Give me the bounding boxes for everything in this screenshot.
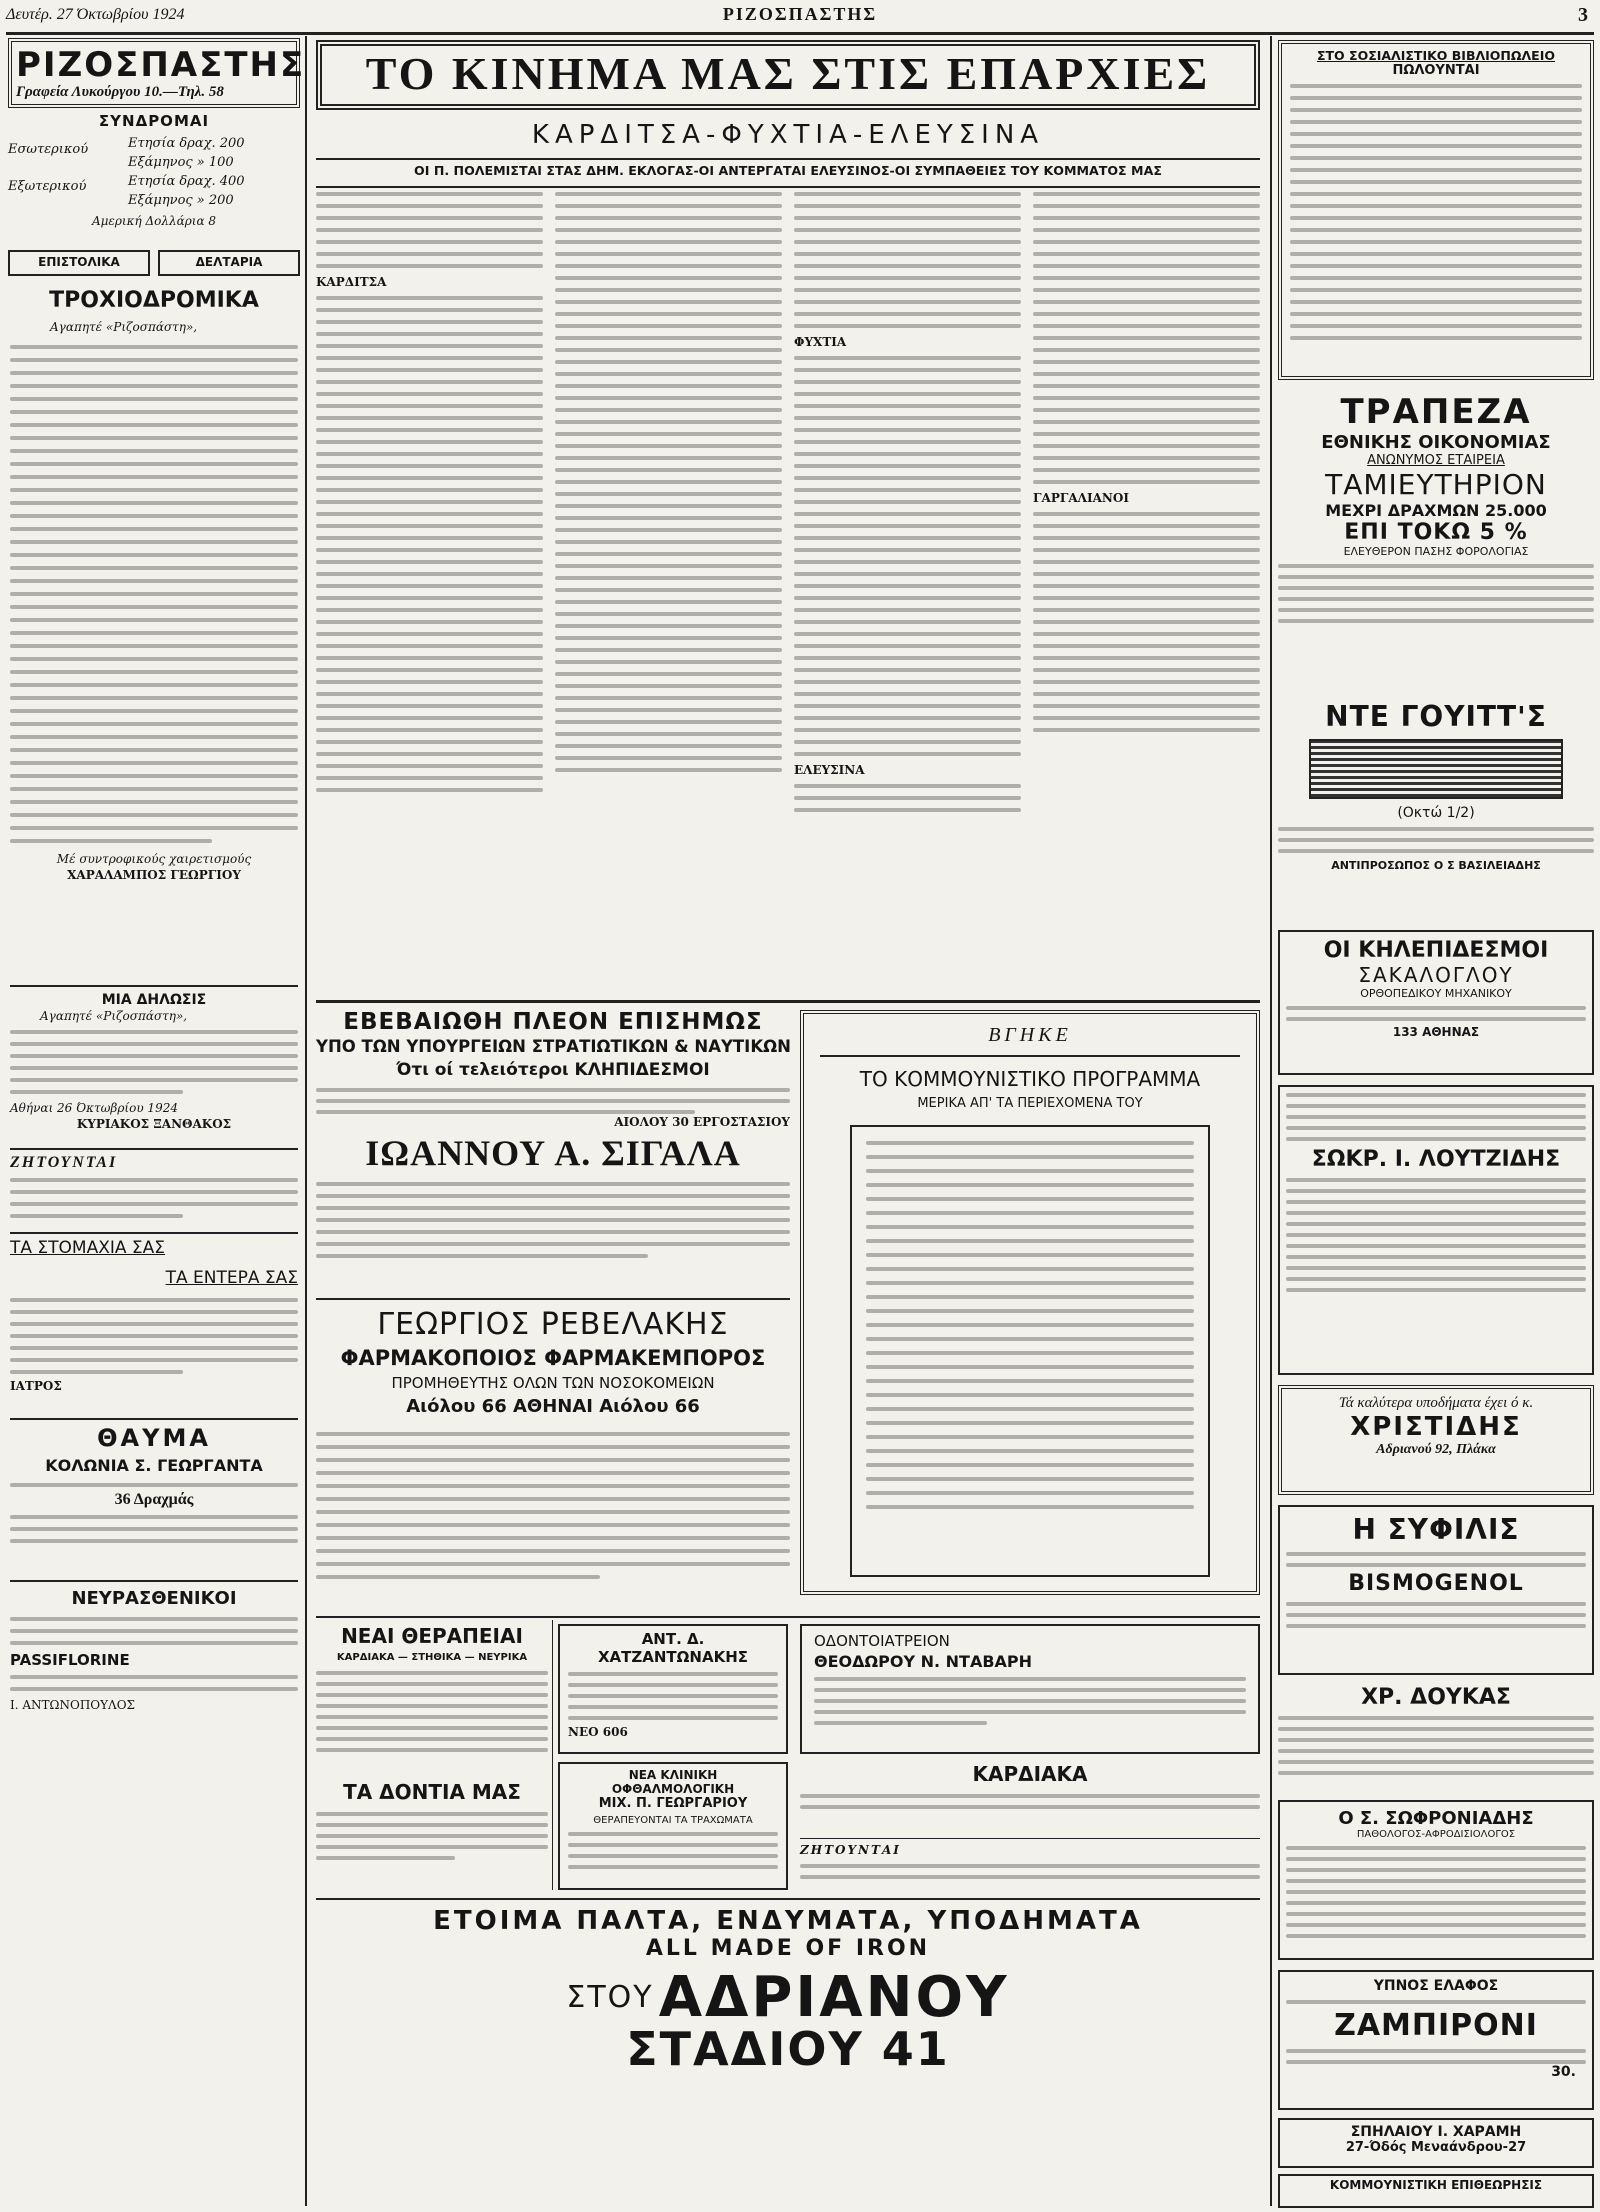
revelakis-ad bbox=[316, 1306, 790, 1611]
rate-4: Εξάμηνος » 200 bbox=[128, 193, 234, 208]
bookstore-sub: ΠΩΛΟΥΝΤΑΙ bbox=[1392, 63, 1480, 78]
bank-line3: ΑΝΩΝΥΜΟΣ ΕΤΑΙΡΕΙΑ bbox=[1367, 453, 1505, 468]
chatzantonakis-detail: ΝΕΟ 606 bbox=[568, 1725, 628, 1739]
ouzo-ad bbox=[1278, 2118, 1594, 2168]
sigalas-name: ΙΩΑΝΝΟΥ Α. ΣΙΓΑΛΑ bbox=[365, 1133, 741, 1173]
program-contents bbox=[850, 1125, 1210, 1577]
stomach-line1: ΤΑ ΣΤΟΜΑΧΙΑ ΣΑΣ bbox=[10, 1238, 166, 1258]
pill-box-image bbox=[1309, 739, 1563, 799]
teeth-title: ΤΑ ΔΟΝΤΙΑ ΜΑΣ bbox=[343, 1780, 521, 1804]
bookstore-title: ΣΤΟ ΣΟΣΙΑΛΙΣΤΙΚΟ ΒΙΒΛΙΟΠΩΛΕΙΟ bbox=[1316, 48, 1555, 63]
article-dilosis bbox=[10, 992, 298, 1142]
cologne-name: ΚΟΛΩΝΙΑ Σ. ΓΕΩΡΓΑΝΤΑ bbox=[45, 1456, 263, 1475]
bismogenol: BISMOGENOL bbox=[1348, 1571, 1524, 1596]
elafos-title: ΥΠΝΟΣ ΕΛΑΦΟΣ bbox=[1373, 1978, 1499, 1994]
doukas-ad bbox=[1278, 1685, 1594, 1795]
chatzantonakis-name: ΑΝΤ. Δ. ΧΑΤΖΑΝΤΩΝΑΚΗΣ bbox=[597, 1630, 748, 1666]
degouit-agent: ΑΝΤΙΠΡΟΣΩΠΟΣ Ο Σ ΒΑΣΙΛΕΙΑΔΗΣ bbox=[1331, 859, 1541, 872]
christidis-ad bbox=[1278, 1385, 1594, 1495]
dental-title: ΟΔΟΝΤΟΙΑΤΡΕΙΟΝ bbox=[814, 1632, 950, 1650]
news-columns bbox=[316, 192, 1260, 992]
cologne-price: 36 Δραχμάς bbox=[114, 1491, 194, 1508]
stomach-ad bbox=[10, 1238, 298, 1413]
christidis-address: Αδριανού 92, Πλάκα bbox=[1376, 1442, 1496, 1457]
news-strip: ΟΙ Π. ΠΟΛΕΜΙΣΤΑΙ ΣΤΑΣ ΔΗΜ. ΕΚΛΟΓΑΣ-ΟΙ ΑΝΤΕΡΓΑΤΑΙ ΕΛΕΥΣΙΝΟΣ-ΟΙ ΣΥΜΠΑΘΕΙΕΣ ΤΟΥ ΚΟΜΜΑΤΟΣ ΜΑΣ bbox=[414, 163, 1162, 178]
klepi-title: ΟΙ ΚΗΛΕΠΙΔΕΣΜΟΙ bbox=[1323, 938, 1549, 963]
dispatch-karditsa: ΚΑΡΔΙΤΣΑ bbox=[316, 275, 387, 289]
sofroniadis-name: Ο Σ. ΣΩΦΡΟΝΙΑΔΗΣ bbox=[1338, 1808, 1534, 1829]
eye-clinic-ad bbox=[558, 1762, 788, 1890]
nervous-title: ΝΕΥΡΑΣΘΕΝΙΚΟΙ bbox=[71, 1588, 237, 1609]
zampironi-price: 30. bbox=[1551, 2064, 1576, 2080]
degouit-ad bbox=[1278, 700, 1594, 920]
page-header bbox=[6, 4, 1594, 30]
sigalas-line3: Ότι οί τελειότεροι ΚΛΗΠΙΔΕΣΜΟΙ bbox=[396, 1060, 710, 1080]
article2-signature: ΚΥΡΙΑΚΟΣ ΞΑΝΘΑΚΟΣ bbox=[76, 1117, 232, 1131]
news-column-4 bbox=[1033, 192, 1260, 992]
adrianou-address: ΣΤΑΔΙΟΥ 41 bbox=[626, 2022, 950, 2076]
therapies-title: ΝΕΑΙ ΘΕΡΑΠΕΙΑΙ bbox=[341, 1624, 523, 1648]
rate-3: Ετησία δραχ. 400 bbox=[128, 174, 245, 189]
ouzo-title: ΣΠΗΛΑΙΟΥ Ι. ΧΑΡΑΜΗ bbox=[1350, 2124, 1522, 2140]
dental-ad bbox=[800, 1624, 1260, 1754]
article-trochiodromika bbox=[10, 288, 298, 978]
therapies-sub: ΚΑΡΔΙΑΚΑ — ΣΤΗΘΙΚΑ — ΝΕΥΡΙΚΑ bbox=[336, 1652, 528, 1663]
elafos-ad bbox=[1278, 1970, 1594, 2110]
exterior-label: Εξωτερικού bbox=[8, 179, 87, 194]
chatzantonakis-ad bbox=[558, 1624, 788, 1754]
masthead-address: Γραφεία Λυκούργου 10.—Τηλ. 58 bbox=[16, 84, 224, 100]
subscriptions bbox=[8, 112, 300, 242]
bank-ad bbox=[1278, 392, 1594, 692]
adrianou-stou: ΣΤΟΥ bbox=[566, 1980, 654, 2015]
doctor-name: ΣΩΚΡ. Ι. ΛΟΥΤΖΙΔΗΣ bbox=[1311, 1147, 1561, 1172]
bank-line2: ΕΘΝΙΚΗΣ ΟΙΚΟΝΟΜΙΑΣ bbox=[1321, 432, 1551, 453]
banner-title: ΤΟ ΚΙΝΗΜΑ ΜΑΣ ΣΤΙΣ ΕΠΑΡΧΙΕΣ bbox=[365, 48, 1211, 99]
stomach-doctor: ΙΑΤΡΟΣ bbox=[10, 1379, 62, 1393]
header-paper-name: ΡΙΖΟΣΠΑΣΤΗΣ bbox=[722, 4, 878, 24]
eye-clinic-detail: ΘΕΡΑΠΕΥΟΝΤΑΙ ΤΑ ΤΡΑΧΩΜΑΤΑ bbox=[593, 1815, 753, 1826]
article-title: ΤΡΟΧΙΟΔΡΟΜΙΚΑ bbox=[49, 288, 259, 313]
article2-title: ΜΙΑ ΔΗΛΩΣΙΣ bbox=[101, 992, 207, 1008]
bank-line1: ΤΡΑΠΕΖΑ bbox=[1340, 392, 1532, 432]
adrianou-line2: ALL MADE OF IRON bbox=[645, 1936, 931, 1961]
wanted-center-title: ΖΗΤΟΥΝΤΑΙ bbox=[800, 1843, 901, 1857]
page-number: 3 bbox=[1578, 4, 1588, 26]
shoes-line: Τά καλύτερα υποδήματα έχει ό κ. bbox=[1338, 1395, 1534, 1411]
klepi-sub: ΟΡΘΟΠΕΔΙΚΟΥ ΜΗΧΑΝΙΚΟΥ bbox=[1360, 987, 1512, 1000]
bookstore-ad bbox=[1278, 40, 1594, 380]
dispatch-fychtia: ΦΥΧΤΙΑ bbox=[794, 335, 847, 349]
teeth-ad bbox=[316, 1780, 548, 1880]
revelakis-title: ΦΑΡΜΑΚΟΠΟΙΟΣ ΦΑΡΜΑΚΕΜΠΟΡΟΣ bbox=[340, 1346, 766, 1370]
syphilis-title: Η ΣΥΦΙΛΙΣ bbox=[1352, 1513, 1520, 1546]
rate-2: Εξάμηνος » 100 bbox=[128, 155, 234, 170]
sigalas-line2: ΥΠΟ ΤΩΝ ΥΠΟΥΡΓΕΙΩΝ ΣΤΡΑΤΙΩΤΙΚΩΝ & ΝΑΥΤΙΚΩΝ bbox=[316, 1037, 791, 1056]
sofroniadis-title: ΠΑΘΟΛΟΓΟΣ-ΑΦΡΟΔΙΣΙΟΛΟΓΟΣ bbox=[1356, 1829, 1516, 1840]
article-body bbox=[10, 345, 298, 843]
subscriptions-title: ΣΥΝΔΡΟΜΑΙ bbox=[98, 112, 210, 130]
stomach-line2: ΤΑ ΕΝΤΕΡΑ ΣΑΣ bbox=[165, 1268, 298, 1288]
revelakis-name: ΓΕΩΡΓΙΟΣ ΡΕΒΕΛΑΚΗΣ bbox=[377, 1307, 729, 1342]
nervous-ad bbox=[10, 1588, 298, 1748]
syphilis-ad bbox=[1278, 1505, 1594, 1675]
christidis-name: ΧΡΙΣΤΙΔΗΣ bbox=[1350, 1412, 1522, 1442]
program-box bbox=[800, 1010, 1260, 1595]
degouit-price: (Οκτώ 1/2) bbox=[1397, 805, 1475, 821]
wanted-title: ΖΗΤΟΥΝΤΑΙ bbox=[10, 1154, 118, 1171]
article-signature: ΧΑΡΑΛΑΜΠΟΣ ΓΕΩΡΓΙΟΥ bbox=[67, 868, 241, 882]
doctor-ad bbox=[1278, 1085, 1594, 1375]
news-column-1 bbox=[316, 192, 543, 992]
bank-line6: ΕΠΙ ΤΟΚΩ 5 % bbox=[1344, 520, 1528, 545]
sigalas-address: ΑΙΟΛΟΥ 30 ΕΡΓΟΣΤΑΣΙΟΥ bbox=[614, 1115, 790, 1129]
wanted-ad-center bbox=[800, 1842, 1260, 1890]
degouit-title: ΝΤΕ ΓΟΥΙΤΤ'Σ bbox=[1325, 700, 1547, 733]
program-kicker: ΒΓΗΚΕ bbox=[988, 1024, 1072, 1046]
passiflorine: PASSIFLORINE bbox=[10, 1651, 130, 1669]
epitheorisis-title: ΚΟΜΜΟΥΝΙΣΤΙΚΗ ΕΠΙΘΕΩΡΗΣΙΣ bbox=[1329, 2178, 1543, 2192]
dispatch-gargalianoi: ΓΑΡΓΑΛΙΑΝΟΙ bbox=[1033, 491, 1129, 505]
rate-1: Ετησία δραχ. 200 bbox=[128, 136, 245, 151]
eye-clinic-name: ΜΙΧ. Π. ΓΕΩΡΓΑΡΙΟΥ bbox=[598, 1796, 748, 1811]
section-label-letters: ΕΠΙΣΤΟΛΙΚΑ bbox=[8, 250, 150, 276]
program-subtitle: ΜΕΡΙΚΑ ΑΠ' ΤΑ ΠΕΡΙΕΧΟΜΕΝΑ ΤΟΥ bbox=[917, 1096, 1143, 1111]
sigalas-ad bbox=[316, 1008, 790, 1294]
article-signoff: Μέ συντροφικούς χαιρετισμούς bbox=[56, 852, 252, 866]
pharmacist: Ι. ΑΝΤΩΝΟΠΟΥΛΟΣ bbox=[10, 1698, 136, 1712]
article2-opening: Αγαπητέ «Ριζοσπάστη», bbox=[40, 1009, 188, 1023]
kardiaka-title: ΚΑΡΔΙΑΚΑ bbox=[972, 1762, 1088, 1786]
news-column-3 bbox=[794, 192, 1021, 992]
bank-line5: ΜΕΧΡΙ ΔΡΑΧΜΩΝ 25.000 bbox=[1325, 501, 1547, 520]
sub-banner: ΚΑΡΔΙΤΣΑ-ΦΥΧΤΙΑ-ΕΛΕΥΣΙΝΑ bbox=[531, 120, 1045, 150]
dental-name: ΘΕΟΔΩΡΟΥ Ν. ΝΤΑΒΑΡΗ bbox=[814, 1652, 1033, 1671]
adrianou-ad bbox=[316, 1906, 1260, 2076]
wanted-ad-left bbox=[10, 1154, 298, 1226]
interior-label: Εσωτερικού bbox=[8, 142, 89, 157]
article-opening: Αγαπητέ «Ριζοσπάστη», bbox=[50, 320, 198, 334]
zampironi: ΖΑΜΠΙΡΟΝΙ bbox=[1334, 2008, 1538, 2043]
revelakis-address: Αιόλου 66 ΑΘΗΝΑΙ Αιόλου 66 bbox=[406, 1396, 700, 1417]
program-title: ΤΟ ΚΟΜΜΟΥΝΙΣΤΙΚΟ ΠΡΟΓΡΑΜΜΑ bbox=[859, 1067, 1201, 1091]
adrianou-line1: ΕΤΟΙΜΑ ΠΑΛΤΑ, ΕΝΔΥΜΑΤΑ, ΥΠΟΔΗΜΑΤΑ bbox=[433, 1906, 1143, 1936]
masthead bbox=[8, 38, 306, 108]
masthead-title: ΡΙΖΟΣΠΑΣΤΗΣ bbox=[16, 45, 306, 85]
news-column-2 bbox=[555, 192, 782, 992]
thavma-title: ΘΑΥΜΑ bbox=[97, 1424, 211, 1452]
sigalas-line1: ΕΒΕΒΑΙΩΘΗ ΠΛΕΟΝ ΕΠΙΣΗΜΩΣ bbox=[343, 1009, 763, 1035]
sofroniadis-ad bbox=[1278, 1800, 1594, 1960]
adrianou-name: ΑΔΡΙΑΝΟΥ bbox=[658, 1965, 1010, 2030]
kardiaka-ad bbox=[800, 1762, 1260, 1832]
ouzo-address: 27-Όδός Μεναάνδρου-27 bbox=[1345, 2140, 1527, 2155]
revelakis-line: ΠΡΟΜΗΘΕΥΤΗΣ ΟΛΩΝ ΤΩΝ ΝΟΣΟΚΟΜΕΙΩΝ bbox=[391, 1374, 715, 1392]
epitheorisis-ad bbox=[1278, 2174, 1594, 2208]
klepi-name: ΣΑΚΑΛΟΓΛΟΥ bbox=[1358, 963, 1514, 987]
bank-line4: ΤΑΜΙΕΥΤΗΡΙΟΝ bbox=[1325, 468, 1547, 501]
eye-clinic-title: ΝΕΑ ΚΛΙΝΙΚΗ ΟΦΘΑΛΜΟΛΟΓΙΚΗ bbox=[611, 1768, 735, 1796]
banner bbox=[316, 40, 1260, 110]
therapies-ad bbox=[316, 1624, 548, 1774]
klepi-address: 133 ΑΘΗΝΑΣ bbox=[1392, 1025, 1480, 1039]
bank-line7: ΕΛΕΥΘΕΡΟΝ ΠΑΣΗΣ ΦΟΡΟΛΟΓΙΑΣ bbox=[1343, 545, 1529, 558]
section-label-cards: ΔΕΛΤΑΡΙΑ bbox=[158, 250, 300, 276]
article2-date: Αθήναι 26 Όκτωβρίου 1924 bbox=[10, 1101, 178, 1115]
subscriptions-footer: Αμερική Δολλάρια 8 bbox=[91, 214, 217, 228]
klepi-ad bbox=[1278, 930, 1594, 1075]
doukas-title: ΧΡ. ΔΟΥΚΑΣ bbox=[1361, 1685, 1511, 1710]
cologne-ad bbox=[10, 1424, 298, 1574]
dispatch-elefsina: ΕΛΕΥΣΙΝΑ bbox=[794, 763, 865, 777]
header-date: Δευτέρ. 27 Όκτωβρίου 1924 bbox=[6, 6, 185, 23]
